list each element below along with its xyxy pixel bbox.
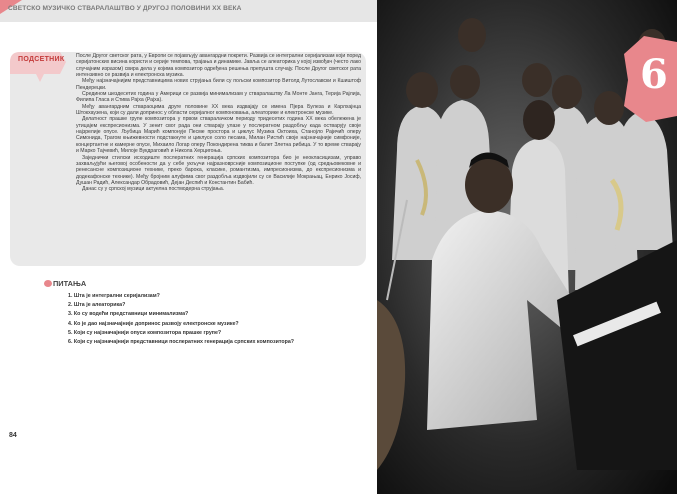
question-item: 1. Шта је интегрални серијализам? — [68, 293, 160, 299]
reminder-label: ПОДСЕТНИК — [18, 56, 65, 63]
question-item: 5. Који су најзначајнији опуси композитора прашке групе? — [68, 329, 222, 336]
question-item: 3. Ко су водећи представници минимализма? — [68, 311, 189, 318]
question-item: 2. Шта је алеаторика? — [68, 302, 126, 309]
reminder-paragraph: Међу авангардним ствараоцима друге половине XX века издвајају се имена Пјера Булеза и Карлхајнца Штокхаузена, који су дали допринос у области серијалног компоновања, алеаторике и електронске музике. — [76, 103, 361, 117]
reminder-paragraph: После Другог светског рата, у Европи се појављују авангардни покрети. Развија се интегрални серијализам који поред серијатонских висина користи и серије темпова, трајања и динамике. Јавља се алеаторика у којој извођач (често лако случајним изразом) свира дела у којима композитор одређена решења препушта случају. После Другог светског рата интензивно се развија и електронска музика. — [76, 53, 361, 79]
page-header-title: СВЕТСКО МУЗИЧКО СТВАРАЛАШТВО У ДРУГОЈ ПОЛОВИНИ XX ВЕКА — [8, 5, 242, 12]
question-item: 6. Који су најзначајнији представници послератних генерација српских композитора? — [68, 339, 295, 346]
chapter-number: 6 — [640, 51, 668, 98]
reminder-body — [76, 53, 361, 193]
reminder-paragraph: Делатност прашке групе композитора у првом стваралачком периоду тридесетих година XX века обележена је утицајем експресионизма. У зенит свог рада они стварају улазе у послератном раздобљу када остварују своје најзрелије опусе. Љубица Марић компонује Песме простора и циклус Музика Октоиха, Станојло Рајичић оперу Симонида, Трагом књижевности подстакнуте и циклусе соло песама, Милан Ристић своје најзначајније симфоније, концертантне и камерне опусе, Михаило Логар оперу Покондирена тиква и балет Злетна рибица. У то време стварају и Марко Тајчевић, Милоје Вукдраговић и Никола Херцигоња. — [76, 116, 361, 155]
questions-title: ПИТАЊА — [53, 279, 87, 288]
questions-list — [68, 292, 294, 347]
page-number: 84 — [9, 432, 17, 439]
reminder-paragraph: Средином шездесетих година у Америци се развија минимализам у стваралаштву Ла Монте Јанга, Терија Рајлија, Филипа Гласа и Стива Рајха (Рајха). — [76, 91, 361, 104]
reminder-paragraph: Међу најзначајнијим представницима нових струјања били су пољски композитор Витолд Лутославски и Кшиштоф Пендерецки. — [76, 78, 361, 91]
questions-bullet-icon — [44, 280, 52, 287]
question-item: 4. Ко је дао најзначајније допринос развоју електронске музике? — [68, 320, 239, 327]
reminder-paragraph: Данас су у српској музици актуелна постмодерна струјања. — [82, 186, 225, 193]
reminder-paragraph: Заједнички стилски исходиште послератних генерација српских композитора био је неокласицизам, управо захваљујући његовој особености да у себе укључи најразноврсније композиционе поступке (од средњовековне и ренесансне композиционе технике, преко барока, класике, романтизма, импресионизма, до експресионизма и додекафонске технике). Међу бројним алуфима свог раздобља издвојили су се Василије Мокрањац, Енрико Јосиф, Душан Радић, Александар Обрадовић, Дејан Деспић и Константин Бабић. — [76, 154, 361, 186]
